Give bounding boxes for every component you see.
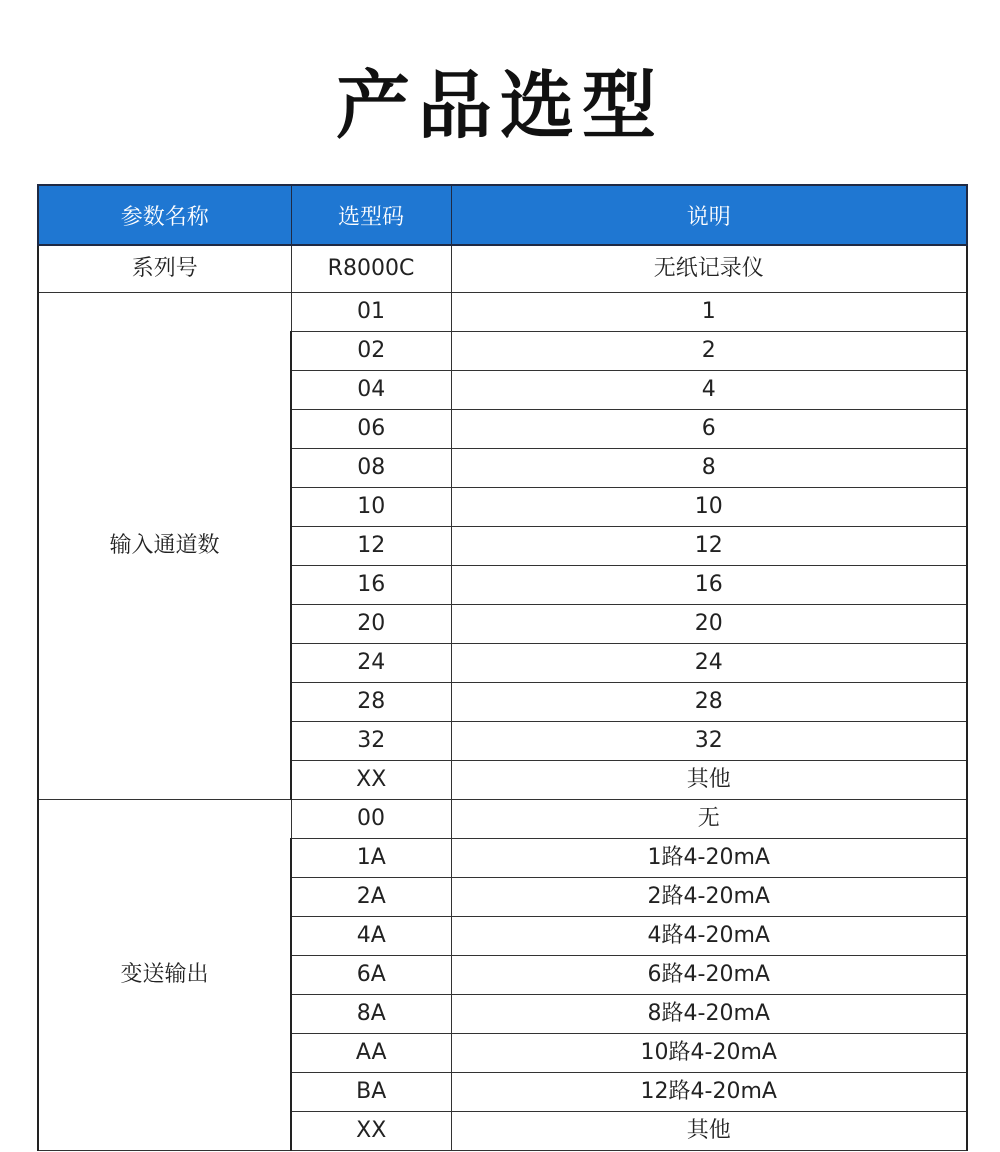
description-cell: 8路4-20mA — [451, 995, 967, 1034]
table-row — [38, 293, 967, 332]
description-cell: 6路4-20mA — [451, 956, 967, 995]
code-cell: 24 — [291, 644, 451, 683]
description-cell: 28 — [451, 683, 967, 722]
code-cell: 06 — [291, 410, 451, 449]
code-cell: 10 — [291, 488, 451, 527]
description-cell: 8 — [451, 449, 967, 488]
table-body — [38, 245, 967, 1151]
code-cell: 00 — [291, 800, 451, 839]
description-cell: 4路4-20mA — [451, 917, 967, 956]
header-code: 选型码 — [291, 185, 451, 245]
param-name-cell: 系列号 — [38, 245, 291, 293]
table-row — [38, 800, 967, 839]
code-cell: 08 — [291, 449, 451, 488]
code-cell: 12 — [291, 527, 451, 566]
page-title: 产品选型 — [336, 63, 664, 149]
description-cell: 24 — [451, 644, 967, 683]
description-cell: 12路4-20mA — [451, 1073, 967, 1112]
description-cell: 32 — [451, 722, 967, 761]
code-cell: 01 — [291, 293, 451, 332]
description-cell: 无纸记录仪 — [451, 245, 967, 293]
description-cell: 其他 — [451, 1112, 967, 1151]
selection-table — [37, 184, 968, 1151]
code-cell: 28 — [291, 683, 451, 722]
code-cell: 04 — [291, 371, 451, 410]
code-cell: 2A — [291, 878, 451, 917]
code-cell: 32 — [291, 722, 451, 761]
code-cell: 20 — [291, 605, 451, 644]
code-cell: 4A — [291, 917, 451, 956]
description-cell: 无 — [451, 800, 967, 839]
code-cell: 1A — [291, 839, 451, 878]
code-cell: 16 — [291, 566, 451, 605]
description-cell: 12 — [451, 527, 967, 566]
code-cell: BA — [291, 1073, 451, 1112]
header-description: 说明 — [451, 185, 967, 245]
param-name-cell: 输入通道数 — [38, 293, 291, 800]
description-cell: 10 — [451, 488, 967, 527]
description-cell: 6 — [451, 410, 967, 449]
description-cell: 2 — [451, 332, 967, 371]
table-row — [38, 245, 967, 293]
code-cell: 02 — [291, 332, 451, 371]
description-cell: 10路4-20mA — [451, 1034, 967, 1073]
description-cell: 20 — [451, 605, 967, 644]
description-cell: 16 — [451, 566, 967, 605]
table-header-row — [38, 185, 967, 245]
description-cell: 2路4-20mA — [451, 878, 967, 917]
header-param-name: 参数名称 — [38, 185, 291, 245]
description-cell: 其他 — [451, 761, 967, 800]
code-cell: AA — [291, 1034, 451, 1073]
code-cell: R8000C — [291, 245, 451, 293]
code-cell: 8A — [291, 995, 451, 1034]
code-cell: 6A — [291, 956, 451, 995]
code-cell: XX — [291, 1112, 451, 1151]
description-cell: 1路4-20mA — [451, 839, 967, 878]
description-cell: 1 — [451, 293, 967, 332]
description-cell: 4 — [451, 371, 967, 410]
code-cell: XX — [291, 761, 451, 800]
param-name-cell: 变送输出 — [38, 800, 291, 1151]
